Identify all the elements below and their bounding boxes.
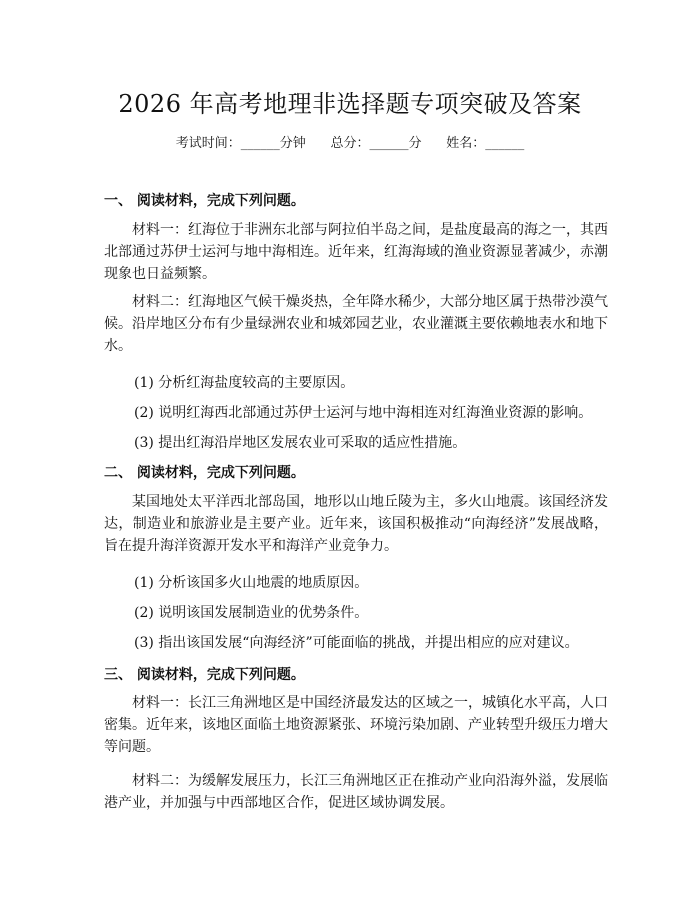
section-3-material-1: 材料一：长江三角洲地区是中国经济最发达的区域之一，城镇化水平高，人口密集。近年来，该地区面临土地资源紧张、环境污染加剧、产业转型升级压力增大等问题。 [104, 695, 608, 755]
section-1-question-3: (3) 提出红海沿岸地区发展农业可采取的适应性措施。 [134, 435, 467, 451]
exam-info-line: 考试时间：______分钟 总分：______分 姓名：______ [175, 136, 525, 151]
section-3-material-2: 材料二：为缓解发展压力，长江三角洲地区正在推动产业向沿海外溢，发展临港产业，并加强与中西部地区合作，促进区域协调发展。 [104, 773, 608, 811]
section-1-material-1: 材料一：红海位于非洲东北部与阿拉伯半岛之间，是盐度最高的海之一，其西北部通过苏伊士运河与地中海相连。近年来，红海海域的渔业资源显著减少，赤潮现象也日益频繁。 [104, 222, 608, 282]
section-3-heading: 三、 阅读材料，完成下列问题。 [104, 667, 305, 683]
section-1-material-2: 材料二：红海地区气候干燥炎热，全年降水稀少，大部分地区属于热带沙漠气候。沿岸地区分布有少量绿洲农业和城郊园艺业，农业灌溉主要依赖地表水和地下水。 [104, 294, 608, 354]
section-2-question-3: (3) 指出该国发展“向海经济”可能面临的挑战，并提出相应的应对建议。 [134, 635, 579, 651]
section-1-heading: 一、 阅读材料，完成下列问题。 [104, 193, 305, 209]
section-2-question-1: (1) 分析该国多火山地震的地质原因。 [134, 575, 369, 591]
page-title: 2026 年高考地理非选择题专项突破及答案 [118, 90, 582, 118]
section-2-material: 某国地处太平洋西北部岛国，地形以山地丘陵为主，多火山地震。该国经济发达，制造业和旅游业是主要产业。近年来，该国积极推动“向海经济”发展战略，旨在提升海洋资源开发水平和海洋产业竞争力。 [104, 494, 608, 554]
section-2-heading: 二、 阅读材料，完成下列问题。 [104, 465, 305, 481]
section-1-question-1: (1) 分析红海盐度较高的主要原因。 [134, 375, 355, 391]
section-2-question-2: (2) 说明该国发展制造业的优势条件。 [134, 605, 369, 621]
section-1-question-2: (2) 说明红海西北部通过苏伊士运河与地中海相连对红海渔业资源的影响。 [134, 405, 593, 421]
